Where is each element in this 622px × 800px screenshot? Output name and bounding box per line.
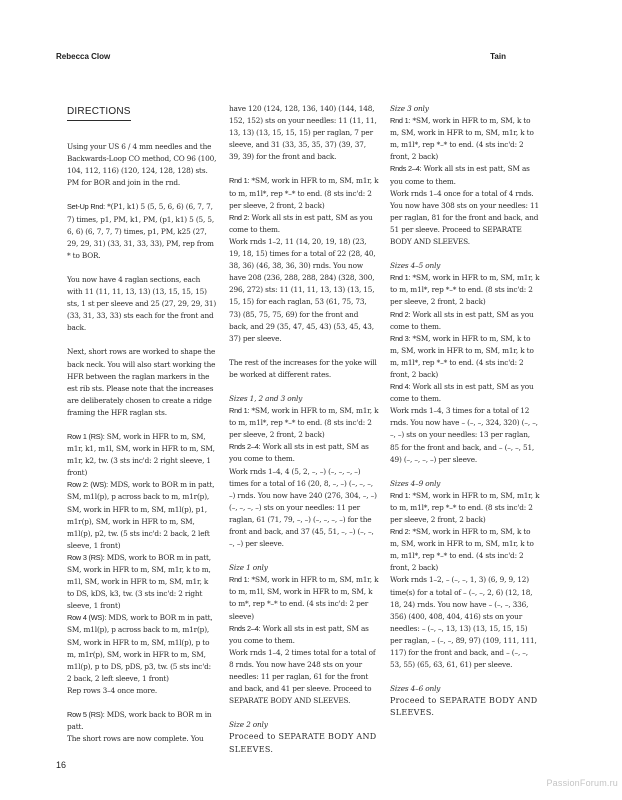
rnd-label: Rnds 2–4: <box>229 623 261 633</box>
column-2 <box>229 103 379 756</box>
rnd-1 <box>229 574 379 622</box>
work-rounds-paragraph: Work rnds 1–2, 11 (14, 20, 19, 18) (23, 19, 18, 15) times for a total of 22 (28, 40, 38, 36) (46, 38, 36, 30) rnds. You now have 208 (236, 288, 288, 284) (328, 300, 296, 272) sts: 11 (11, 11, 13, 13) (13, 15, 15, 15) for each raglan, 53 (61, 75, 73, 73) (85, 75, 75, 69) for the front and back, and 29 (35, 47, 45, 43) (53, 45, 43, 37) per sleeve. <box>229 236 376 343</box>
row-label: Row 5 (RS): <box>67 710 105 720</box>
rnd-label: Rnds 2–4: <box>229 442 261 452</box>
rnd-2 <box>390 526 540 574</box>
column-3 <box>390 103 540 720</box>
rnd-label: Rnd 1: <box>390 116 411 126</box>
row-label: Row 2: (WS): <box>67 480 108 490</box>
pattern-name: Tain <box>490 52 506 61</box>
rnd-text: *SM, work in HFR to m, SM, m1r, k to m, m1l*, rep *–* to end. (8 sts inc'd: 2 per sleeve, 2 front, 2 back) <box>390 490 540 524</box>
row-label: Row 1 (RS): <box>67 431 105 441</box>
rnd-2 <box>390 309 540 333</box>
short-rows-info: Next, short rows are worked to shape the back neck. You will also start working the HFR between the raglan markers in the est rib sts. Please note that the increases are deliberately chosen to create a ridge framing the HFR raglan sts. <box>67 347 216 417</box>
page-number: 16 <box>56 760 67 770</box>
rnd-text: Work all sts in est patt, SM as you come to them. <box>390 309 534 331</box>
size-heading: Size 2 only <box>229 720 268 730</box>
rnd-label: Rnd 3: <box>390 333 411 343</box>
proceed-instruction: Proceed to SEPARATE BODY AND SLEEVES. <box>390 696 538 718</box>
work-rounds-paragraph: Work rnds 1–4, 4 (5, 2, –, –) (–, –, –, –) times for a total of 16 (20, 8, –, –) (–, –, –, –) rnds. You now have 240 (276, 304, –, –) (–, –, –, –) sts on your needles: 11 per raglan, 61 (71, 79, –, –) (–, –, –, –) for the front and back, and 37 (45, 51, –, –) (–, –, –, –) per sleeve. <box>229 466 377 549</box>
stitch-count-paragraph: have 120 (124, 128, 136, 140) (144, 148, 152, 152) sts on your needles: 11 (11, 11, 13, 13) (13, 15, 15, 15) per raglan, 7 per sleeve, and 31 (33, 35, 35, 37) (39, 37, 39, 39) for the front and back. <box>229 104 377 162</box>
row-2 <box>67 479 217 552</box>
row-5 <box>67 709 217 733</box>
rnd-label: Rnd 2: <box>390 527 411 537</box>
row-text: MDS, work to BOR m in patt, SM, m1l(p), p across back to m, m1r(p), SM, work in HFR to m, SM, m1l(p), p to m, m1r(p), SM, work in HFR to m, SM, m1l(p), p to DS, pDS, p3, tw. (5 sts inc'd: 2 back, 2 left sleeve, 1 front) <box>67 613 213 683</box>
rnd-text: *SM, work in HFR to m, SM, k to m, SM, work in HFR to m, SM, m1r, k to m, m1l*, rep *–* to end. (4 sts inc'd: 2 front, 2 back) <box>390 116 534 162</box>
size-heading: Sizes 4–9 only <box>390 478 441 488</box>
rnd-4 <box>390 381 540 405</box>
rnd-text: *SM, work in HFR to m, SM, m1r, k to m, m1l*, rep *–* to end. (8 sts inc'd: 2 per sleeve, 2 front, 2 back) <box>229 176 379 210</box>
rnd-text: Work all sts in est patt, SM as you come to them. <box>229 623 369 645</box>
running-header <box>56 52 566 66</box>
row-3 <box>67 552 217 612</box>
rnd-label: Rnd 1: <box>390 273 411 283</box>
work-rounds-paragraph: Work rnds 1–2, – (–, –, 1, 3) (6, 9, 9, 12) time(s) for a total of – (–, –, 2, 6) (12, 18, 18, 24) rnds. You now have – (–, –, 336, 356) (400, 408, 404, 416) sts on your needles: – (–, –, 13, 13) (13, 15, 15, 15) per raglan, – (–, –, 89, 97) (109, 111, 111, 117) for the front and back, and – (–, –, 53, 55) (65, 63, 61, 61) per sleeve. <box>390 575 537 670</box>
setup-label: Set-Up Rnd: <box>67 202 105 212</box>
rnd-text: *SM, work in HFR to m, SM, m1r, k to m, m1l*, rep *–* to end. (8 sts inc'd: 2 per sleeve, 2 front, 2 back) <box>390 273 540 307</box>
work-rounds-paragraph: Work rnds 1–4, 3 times for a total of 12 rnds. You now have – (–, –, 324, 320) (–, –, –, –) sts on your needles: 13 per raglan, 85 for the front and back, and – (–, –, 51, 49) (–, –, –, –) per sleeve. <box>390 406 538 464</box>
setup-text: *(P1, k1) 5 (5, 5, 6, 6) (6, 7, 7, 7) times, p1, PM, k1, PM, (p1, k1) 5 (5, 5, 6, 6) (6, 7, 7, 7) times, p1, PM, k25 (27, 29, 29, 31) (33, 31, 33, 33), PM, rep from * to BOR. <box>67 202 215 260</box>
row-text: SM, work in HFR to m, SM, m1r, k1, m1l, SM, work in HFR to m, SM, m1r, k2, tw. (3 sts inc'd: 2 right sleeve, 1 front) <box>67 431 215 478</box>
rnds-2-4 <box>390 163 540 187</box>
rnd-text: Work all sts in est patt, SM as you come to them. <box>390 382 534 404</box>
rest-increases-info: The rest of the increases for the yoke will be worked at different rates. <box>229 357 377 379</box>
work-rounds-paragraph: Work rnds 1–4, 2 times total for a total of 8 rnds. You now have 248 sts on your needles: 11 per raglan, 61 for the front and back, and 41 per sleeve. Proceed to SEPARATE BODY AND SLEEVES. <box>229 647 376 706</box>
setup-round <box>67 201 217 261</box>
row-text: MDS, work back to BOR m in patt. <box>67 710 212 732</box>
rnd-text: Work all sts in est patt, SM as you come to them. <box>229 442 369 464</box>
rnds-2-4 <box>229 441 379 465</box>
intro-paragraph: Using your US 6 / 4 mm needles and the Backwards-Loop CO method, CO 96 (100, 104, 112, 116) (120, 124, 128, 128) sts. PM for BOR and join in the rnd. <box>67 142 217 188</box>
row-text: MDS, work to BOR m in patt, SM, work in HFR to m, SM, m1r, k to m, m1l, SM, work in HFR to m, SM, m1r, k to DS, kDS, k3, tw. (3 sts inc'd: 2 right sleeve, 1 front) <box>67 552 211 611</box>
size-heading: Sizes 4–5 only <box>390 261 441 271</box>
rnd-label: Rnd 2: <box>390 309 411 319</box>
rnd-label: Rnd 4: <box>390 382 411 392</box>
short-rows-complete: The short rows are now complete. You <box>67 734 204 744</box>
section-title: DIRECTIONS <box>67 106 131 121</box>
rnd-text: Work all sts in est patt, SM as you come to them. <box>229 212 373 234</box>
size-heading: Size 3 only <box>390 104 429 113</box>
rnd-label: Rnd 1: <box>229 176 250 186</box>
repeat-rows: Rep rows 3–4 once more. <box>67 685 158 695</box>
size-heading: Sizes 1, 2 and 3 only <box>229 393 303 403</box>
rnds-2-4 <box>229 623 379 647</box>
rnd-label: Rnd 1: <box>229 406 250 416</box>
size-heading: Sizes 4–6 only <box>390 684 441 694</box>
raglan-info: You now have 4 raglan sections, each with 11 (11, 11, 13, 13) (13, 15, 15, 15) sts, 1 st per sleeve and 25 (27, 29, 29, 31) (33, 31, 33, 33) sts each for the front and back. <box>67 274 217 333</box>
size-heading: Size 1 only <box>229 563 268 573</box>
rnd-label: Rnd 2: <box>229 212 250 222</box>
row-1 <box>67 431 217 479</box>
rnd-2 <box>229 212 379 236</box>
rnd-label: Rnd 1: <box>390 490 411 500</box>
author-name: Rebecca Clow <box>56 52 111 61</box>
row-text: MDS, work to BOR m in patt, SM, m1l(p), p across back to m, m1r(p), SM, work in HFR to m, SM, m1l(p), p1, m1r(p), SM, work in HFR to m, SM, m1l(p), p2, tw. (5 sts inc'd: 2 back, 2 left sleeve, 1 front) <box>67 480 215 550</box>
rnd-text: *SM, work in HFR to m, SM, m1r, k to m, m1l, SM, work in HFR to m, SM, k to m*, rep *–* to end. (4 sts inc'd: 2 per sleeve) <box>229 575 379 621</box>
rnd-1 <box>229 175 379 211</box>
rnd-text: *SM, work in HFR to m, SM, m1r, k to m, m1l*, rep *–* to end. (8 sts inc'd: 2 per sleeve, 2 front, 2 back) <box>229 406 379 440</box>
rnd-text: *SM, work in HFR to m, SM, k to m, SM, work in HFR to m, SM, m1r, k to m, m1l*, rep *–* to end. (4 sts inc'd: 2 front, 2 back) <box>390 333 534 379</box>
work-rounds-paragraph: Work rnds 1–4 once for a total of 4 rnds. You now have 308 sts on your needles: 11 per raglan, 81 for the front and back, and 51 per sleeve. Proceed to SEPARATE BODY AND SLEEVES. <box>390 188 539 247</box>
proceed-instruction: Proceed to SEPARATE BODY AND SLEEVES. <box>229 732 377 754</box>
row-label: Row 3 (RS): <box>67 552 105 562</box>
rnd-1 <box>390 490 540 526</box>
rnd-label: Rnds 2–4: <box>390 164 422 174</box>
rnd-text: *SM, work in HFR to m, SM, k to m, SM, work in HFR to m, SM, m1r, k to m, m1l*, rep *–* to end. (4 sts inc'd: 2 front, 2 back) <box>390 527 534 573</box>
rnd-1 <box>390 115 540 163</box>
rnd-label: Rnd 1: <box>229 575 250 585</box>
rnd-text: Work all sts in est patt, SM as you come to them. <box>390 164 530 186</box>
rnd-1 <box>229 405 379 441</box>
rnd-1 <box>390 272 540 308</box>
rnd-3 <box>390 333 540 381</box>
row-4 <box>67 612 217 685</box>
watermark: PassionForum.ru <box>546 778 618 788</box>
column-1 <box>67 104 217 745</box>
row-label: Row 4 (WS): <box>67 613 107 623</box>
